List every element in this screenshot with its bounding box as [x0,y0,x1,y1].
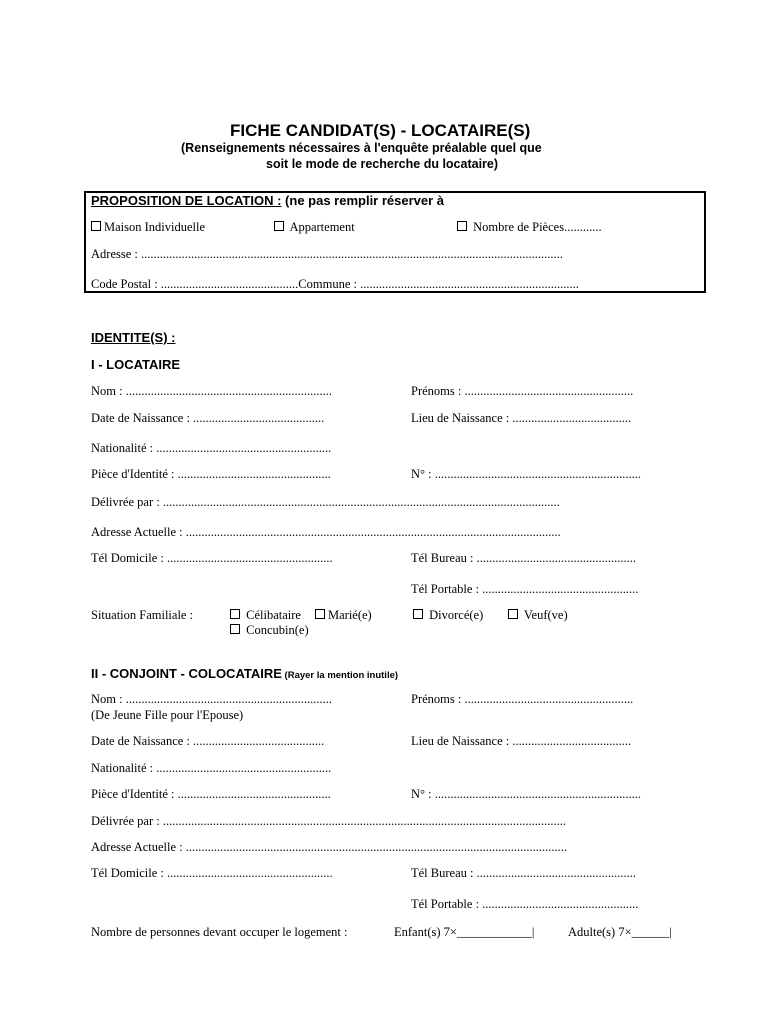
checkbox-celibataire[interactable] [230,609,240,619]
checkbox-divorce[interactable] [413,609,423,619]
conjoint-date-naissance-field[interactable]: Date de Naissance : .......................................... [91,734,325,748]
locataire-adresse-actuelle-field[interactable]: Adresse Actuelle : ........................................................................................................................ [91,525,561,539]
checkbox-maison[interactable] [91,221,101,231]
conjoint-prenoms-field[interactable]: Prénoms : ...................................................... [411,692,634,706]
option-celibataire-label: Célibataire [246,608,301,622]
proposition-note: (ne pas remplir réserver à [281,193,445,208]
proposition-code-postal-field[interactable]: Code Postal : ............................................Commune : ...................................................................... [91,277,579,291]
conjoint-heading: II - CONJOINT - COLOCATAIRE [91,666,282,681]
conjoint-note: (Rayer la mention inutile) [281,670,399,681]
form-subtitle-line1: (Renseignements nécessaires à l'enquête préalable quel que [181,141,542,155]
conjoint-piece-identite-field[interactable]: Pièce d'Identité : ................................................. [91,787,331,801]
locataire-tel-portable-field[interactable]: Tél Portable : .................................................. [411,582,639,596]
option-divorce-label: Divorcé(e) [429,608,484,622]
option-appartement[interactable] [274,220,355,235]
option-marie[interactable] [315,608,372,623]
form-title: FICHE CANDIDAT(S) - LOCATAIRE(S) [230,121,531,140]
option-concubin-label: Concubin(e) [246,623,309,637]
conjoint-tel-bureau-field[interactable]: Tél Bureau : ................................................... [411,866,636,880]
checkbox-veuf[interactable] [508,609,518,619]
conjoint-nom-field[interactable]: Nom : .................................................................. [91,692,332,706]
enfants-field[interactable]: Enfant(s) 7×____________| [394,925,535,939]
checkbox-concubin[interactable] [230,624,240,634]
locataire-prenoms-field[interactable]: Prénoms : ...................................................... [411,384,634,398]
option-marie-label: Marié(e) [328,608,372,622]
adultes-field[interactable]: Adulte(s) 7×______| [568,925,672,939]
locataire-lieu-naissance-field[interactable]: Lieu de Naissance : ...................................... [411,411,632,425]
identites-heading: IDENTITE(S) : [91,330,176,345]
situation-familiale-label: Situation Familiale : [91,608,194,622]
checkbox-appartement[interactable] [274,221,284,231]
proposition-adresse-field[interactable]: Adresse : ....................................................................................................................................... [91,247,563,261]
locataire-delivree-par-field[interactable]: Délivrée par : ............................................................................................................................... [91,495,560,509]
conjoint-lieu-naissance-field[interactable]: Lieu de Naissance : ...................................... [411,734,632,748]
conjoint-tel-portable-field[interactable]: Tél Portable : .................................................. [411,897,639,911]
checkbox-pieces[interactable] [457,221,467,231]
locataire-tel-bureau-field[interactable]: Tél Bureau : ................................................... [411,551,636,565]
conjoint-delivree-par-field[interactable]: Délivrée par : ................................................................................................................................. [91,814,566,828]
locataire-numero-field[interactable]: N° : .................................................................. [411,467,641,481]
locataire-date-naissance-field[interactable]: Date de Naissance : .......................................... [91,411,325,425]
form-subtitle-line2: soit le mode de recherche du locataire) [266,157,499,171]
locataire-nom-field[interactable]: Nom : .................................................................. [91,384,332,398]
conjoint-numero-field[interactable]: N° : .................................................................. [411,787,641,801]
option-concubin[interactable] [230,623,309,638]
option-divorce[interactable] [413,608,483,623]
option-pieces[interactable] [457,220,602,235]
locataire-tel-domicile-field[interactable]: Tél Domicile : ..................................................... [91,551,333,565]
checkbox-marie[interactable] [315,609,325,619]
conjoint-nationalite-field[interactable]: Nationalité : ........................................................ [91,761,332,775]
option-celibataire[interactable] [230,608,301,623]
option-maison[interactable] [91,220,205,235]
nombre-personnes-label: Nombre de personnes devant occuper le logement : [91,925,348,939]
proposition-heading-line [91,193,444,208]
option-appartement-label: Appartement [289,220,355,234]
conjoint-tel-domicile-field[interactable]: Tél Domicile : ..................................................... [91,866,333,880]
option-veuf[interactable] [508,608,568,623]
proposition-heading: PROPOSITION DE LOCATION : [91,193,282,208]
locataire-heading: I - LOCATAIRE [91,357,181,372]
conjoint-jeune-fille-note: (De Jeune Fille pour l'Epouse) [91,708,244,722]
conjoint-adresse-actuelle-field[interactable]: Adresse Actuelle : .......................................................................................................................... [91,840,568,854]
locataire-piece-identite-field[interactable]: Pièce d'Identité : ................................................. [91,467,331,481]
option-maison-label: Maison Individuelle [104,220,206,234]
conjoint-heading-line [91,666,398,681]
locataire-nationalite-field[interactable]: Nationalité : ........................................................ [91,441,332,455]
option-veuf-label: Veuf(ve) [523,608,568,622]
option-pieces-label: Nombre de Pièces............ [473,220,602,234]
